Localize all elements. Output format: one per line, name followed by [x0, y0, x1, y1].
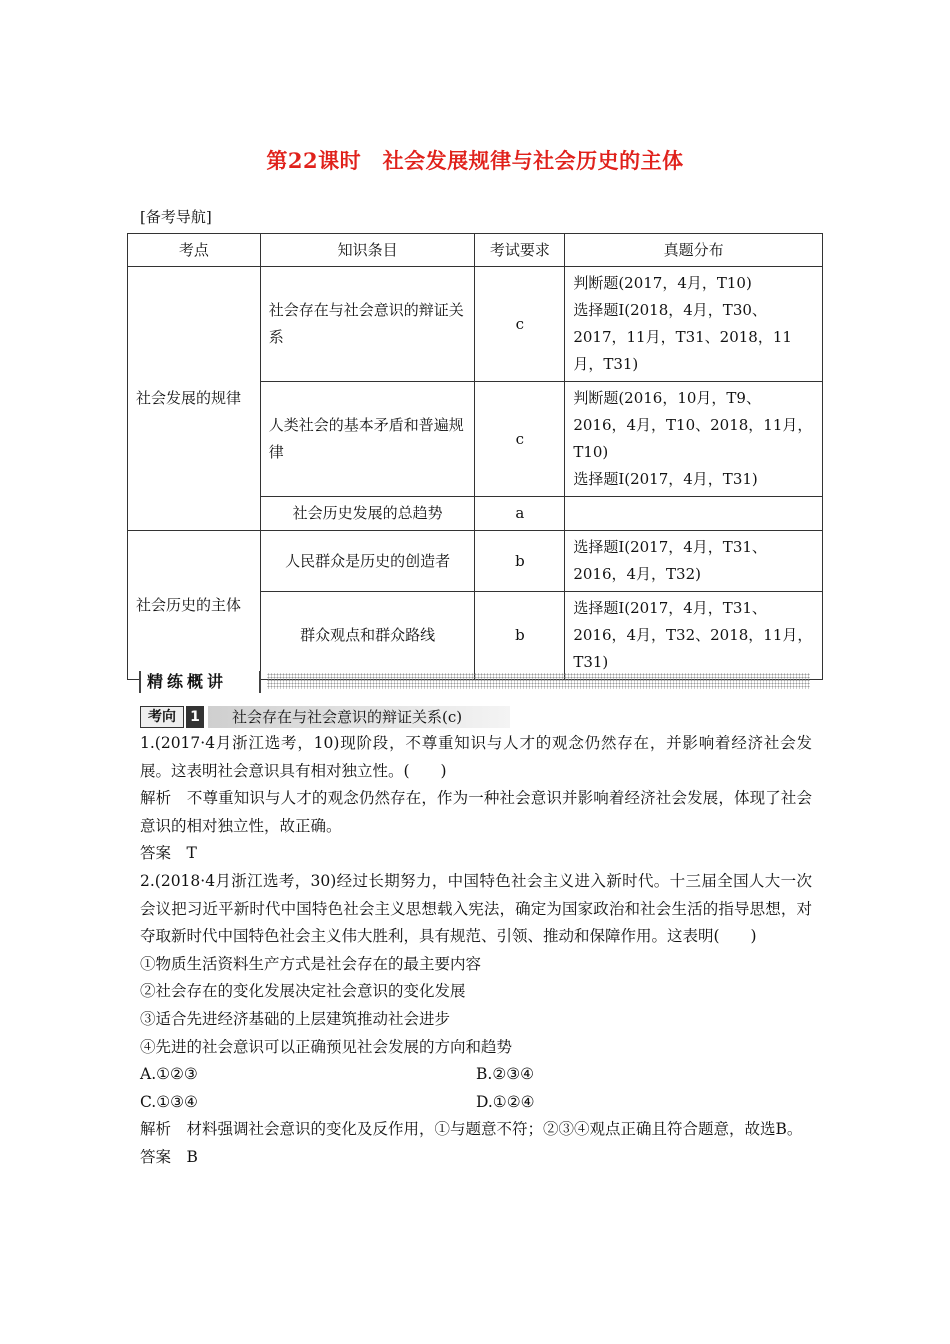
statement-item: ①物质生活资料生产方式是社会存在的最主要内容 — [140, 954, 482, 973]
options-row — [140, 1061, 812, 1089]
statement-item: ③适合先进经济基础的上层建筑推动社会进步 — [140, 1009, 451, 1028]
topic-heading — [140, 706, 510, 728]
table-row — [128, 267, 823, 382]
nav-label: [备考导航] — [140, 208, 212, 226]
header-cell: 真题分布 — [565, 234, 823, 267]
item-cell: 社会历史发展的总趋势 — [260, 497, 475, 531]
table-header-row — [128, 234, 823, 267]
req-cell: b — [475, 592, 565, 680]
option-c: C.①③④ — [140, 1092, 198, 1111]
dist-cell: 判断题(2016，10月，T9、2016，4月，T10、2018，11月，T10) 选择题Ⅰ(2017，4月，T31) — [565, 382, 823, 497]
item-cell: 社会存在与社会意识的辩证关系 — [260, 267, 475, 382]
dist-cell: 判断题(2017，4月，T10) 选择题Ⅰ(2018，4月，T30、2017，11月，T31、2018，11月，T31) — [565, 267, 823, 382]
answer: 答案 T — [140, 844, 197, 863]
item-cell: 人类社会的基本矛盾和普遍规律 — [260, 382, 475, 497]
analysis: 解析 材料强调社会意识的变化及反作用，①与题意不符；②③④观点正确且符合题意，故选B。 — [140, 1120, 803, 1139]
item-cell: 群众观点和群众路线 — [260, 592, 475, 680]
statement-item: ④先进的社会意识可以正确预见社会发展的方向和趋势 — [140, 1037, 513, 1056]
question-2 — [140, 868, 812, 1172]
option-d: D.①②④ — [476, 1092, 535, 1111]
options-row — [140, 1089, 812, 1117]
question-stem: 1.(2017·4月浙江选考，10)现阶段，不尊重知识与人才的观念仍然存在，并影响着经济社会发展。这表明社会意识具有相对独立性。( ) — [140, 734, 812, 780]
kaoxiang-text: 社会存在与社会意识的辩证关系(c) — [232, 708, 463, 726]
section-header — [127, 671, 810, 693]
dist-cell — [565, 497, 823, 531]
header-cell: 知识条目 — [260, 234, 475, 267]
topic-cell: 社会历史的主体 — [128, 531, 261, 680]
question-1 — [140, 730, 812, 868]
topic-cell: 社会发展的规律 — [128, 267, 261, 531]
analysis: 解析 不尊重知识与人才的观念仍然存在，作为一种社会意识并影响着经济社会发展，体现了社会意识的相对独立性，故正确。 — [140, 789, 812, 835]
req-cell: c — [475, 382, 565, 497]
item-cell: 人民群众是历史的创造者 — [260, 531, 475, 592]
kaoxiang-number: 1 — [186, 706, 204, 728]
question-stem: 2.(2018·4月浙江选考，30)经过长期努力，中国特色社会主义进入新时代。十三届全国人大一次会议把习近平新时代中国特色社会主义思想载入宪法，确定为国家政治和社会生活的指导思想，对夺取新时代中国特色社会主义伟大胜利，具有规范、引领、推动和保障作用。这表明( ) — [140, 872, 812, 946]
guide-table — [127, 233, 823, 680]
table-row — [128, 531, 823, 592]
section-label: 精练概讲 — [139, 671, 261, 693]
answer: 答案 B — [140, 1147, 198, 1166]
req-cell: c — [475, 267, 565, 382]
kaoxiang-tag: 考向 — [140, 706, 184, 728]
page-title: 第22课时 社会发展规律与社会历史的主体 — [266, 148, 684, 173]
dist-cell: 选择题Ⅰ(2017，4月，T31、2016，4月，T32、2018，11月，T31) — [565, 592, 823, 680]
option-b: B.②③④ — [476, 1065, 535, 1084]
option-a: A.①②③ — [140, 1065, 198, 1084]
dotted-rule — [267, 673, 810, 689]
header-cell: 考试要求 — [475, 234, 565, 267]
dist-cell: 选择题Ⅰ(2017，4月，T31、2016，4月，T32) — [565, 531, 823, 592]
req-cell: a — [475, 497, 565, 531]
req-cell: b — [475, 531, 565, 592]
statement-item: ②社会存在的变化发展决定社会意识的变化发展 — [140, 982, 466, 1001]
header-cell: 考点 — [128, 234, 261, 267]
